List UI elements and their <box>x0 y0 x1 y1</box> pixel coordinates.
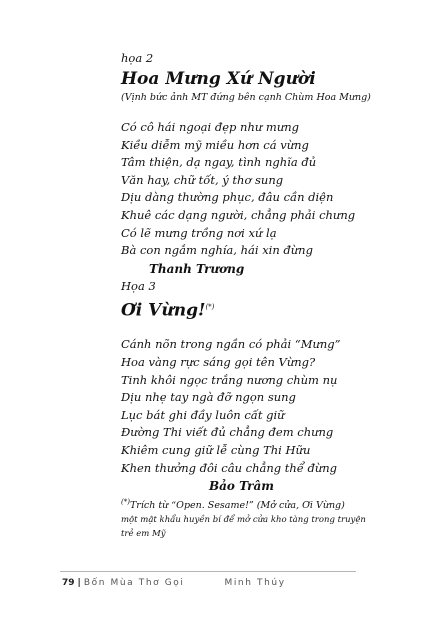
poem1-label: họa 2 <box>121 51 154 65</box>
poem2-line-5: Lục bát ghi đầy luôn cất giữ <box>121 407 285 422</box>
poem1-author: Thanh Trương <box>149 261 245 276</box>
poem2-line-8: Khen thưởng đôi câu chẳng thể đừng <box>121 460 338 475</box>
poem2-line-1: Cánh nõn trong ngần có phải “Mưng” <box>121 337 341 352</box>
poem1-subtitle: (Vịnh bức ảnh MT đứng bên cạnh Chùm Hoa Mưng) <box>121 92 371 103</box>
page-footer <box>62 578 286 588</box>
poem1-line-5: Dịu dàng thường phục, đâu cần diện <box>121 190 334 205</box>
poem2-line-2: Hoa vàng rực sáng gọi tên Vừng? <box>121 355 316 369</box>
poem1-line-7: Có lẽ mưng trồng nơi xứ lạ <box>121 225 277 240</box>
poem2-label: Họa 3 <box>121 278 156 293</box>
footnote-text-1: Trích từ “Open. Sesame!” (Mở cửa, Ơi Vừng) <box>129 500 345 512</box>
poem2-title-text: Ơi Vừng! <box>121 300 206 321</box>
poem1-line-2: Kiều diễm mỹ miều hơn cá vừng <box>121 137 309 152</box>
poem2-title <box>121 295 411 323</box>
footnote-line-1 <box>121 495 411 513</box>
poem1-line-6: Khuê các dạng người, chẳng phải chưng <box>121 207 356 222</box>
poem2-author: Bảo Trâm <box>209 479 274 494</box>
poem2-line-3: Tinh khôi ngọc trắng nương chùm nụ <box>121 372 338 387</box>
poem1-line-8: Bà con ngắm nghía, hái xin đừng <box>121 243 313 258</box>
book-author: Minh Thúy <box>224 578 286 588</box>
poem2-line-7: Khiêm cung giữ lễ cùng Thi Hữu <box>121 442 311 457</box>
footnote-line-2: một mật khẩu huyền bí để mở cửa kho tàng trong truyện <box>121 515 366 526</box>
page-number: 79 <box>62 578 75 588</box>
poem1-title: Hoa Mưng Xứ Người <box>121 69 316 89</box>
poem-text-block <box>121 50 411 541</box>
book-title: Bốn Mùa Thơ Gọi <box>83 578 185 588</box>
poem1-line-4: Văn hay, chữ tốt, ý thơ sung <box>121 172 284 187</box>
poem1-line-1: Có cô hái ngoại đẹp như mưng <box>121 120 300 134</box>
poem2-title-mark: (*) <box>205 302 215 311</box>
footer-divider <box>60 571 356 572</box>
footer-separator: | <box>77 578 81 588</box>
footnote-line-3: trẻ em Mỹ <box>121 529 166 540</box>
footnote-mark: (*) <box>121 498 130 507</box>
poem2-line-6: Đường Thi viết đủ chẳng đem chưng <box>121 425 334 440</box>
poem2-line-4: Dịu nhẹ tay ngà đỡ ngọn sung <box>121 390 296 405</box>
poem1-line-3: Tâm thiện, dạ ngay, tình nghĩa đủ <box>121 155 317 170</box>
